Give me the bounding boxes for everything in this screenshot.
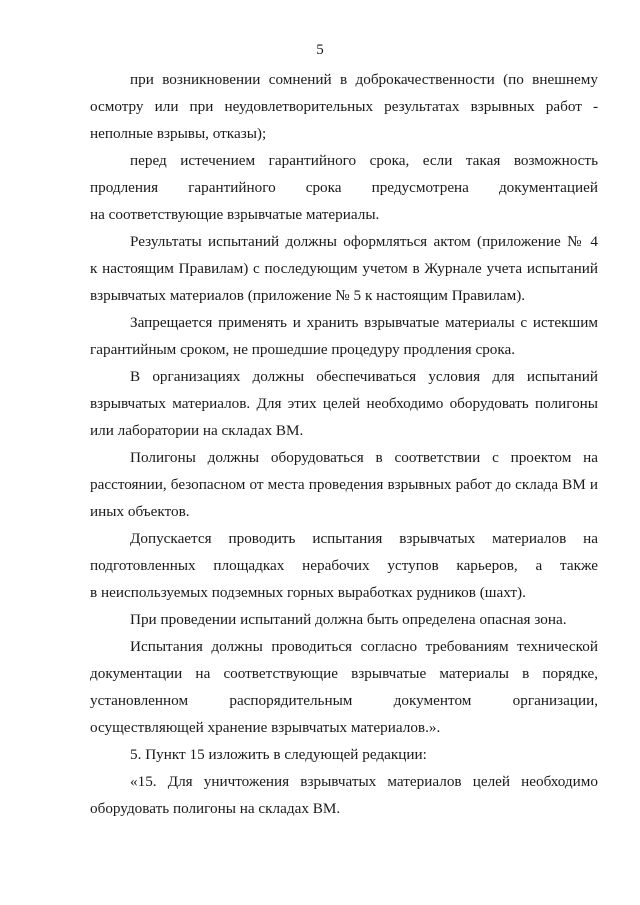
- text-line: гарантийным сроком, не прошедшие процедуру продления срока.: [90, 341, 516, 358]
- text-line: При проведении испытаний должна быть определена опасная зона.: [130, 611, 567, 628]
- text-line: взрывчатых материалов. Для этих целей необходимо оборудовать полигоны: [90, 395, 598, 412]
- text-line: 5. Пункт 15 изложить в следующей редакции:: [130, 746, 427, 763]
- text-line: В организациях должны обеспечиваться условия для испытаний: [130, 368, 598, 385]
- text-line: Полигоны должны оборудоваться в соответствии с проектом на: [130, 449, 598, 466]
- text-line: осмотру или при неудовлетворительных результатах взрывных работ -: [90, 98, 598, 115]
- text-line: оборудовать полигоны на складах ВМ.: [90, 800, 341, 817]
- text-line: на соответствующие взрывчатые материалы.: [90, 206, 380, 223]
- text-line: установленном распорядительным документом организации,: [90, 692, 598, 709]
- text-line: Запрещается применять и хранить взрывчатые материалы с истекшим: [130, 314, 598, 331]
- text-line: при возникновении сомнений в доброкачественности (по внешнему: [130, 71, 598, 88]
- text-line: «15. Для уничтожения взрывчатых материалов целей необходимо: [130, 773, 598, 790]
- text-line: к настоящим Правилам) с последующим учетом в Журнале учета испытаний: [90, 260, 598, 277]
- text-line: подготовленных площадках нерабочих уступов карьеров, а также: [90, 557, 598, 574]
- text-line: взрывчатых материалов (приложение № 5 к настоящим Правилам).: [90, 287, 526, 304]
- text-line: Результаты испытаний должны оформляться актом (приложение № 4: [130, 233, 598, 250]
- text-line: в неиспользуемых подземных горных выработках рудников (шахт).: [90, 584, 526, 601]
- text-line: продления гарантийного срока предусмотрена документацией: [90, 179, 598, 196]
- text-line: осуществляющей хранение взрывчатых материалов.».: [90, 719, 441, 736]
- text-line: иных объектов.: [90, 503, 190, 520]
- text-line: неполные взрывы, отказы);: [90, 125, 267, 142]
- text-line: или лаборатории на складах ВМ.: [90, 422, 304, 439]
- text-line: документации на соответствующие взрывчатые материалы в порядке,: [90, 665, 598, 682]
- text-line: расстоянии, безопасном от места проведения взрывных работ до склада ВМ и: [90, 476, 598, 493]
- text-line: Допускается проводить испытания взрывчатых материалов на: [130, 530, 598, 547]
- text-line: перед истечением гарантийного срока, если такая возможность: [130, 152, 598, 169]
- text-line: Испытания должны проводиться согласно требованиям технической: [130, 638, 598, 655]
- page-number: 5: [316, 42, 324, 58]
